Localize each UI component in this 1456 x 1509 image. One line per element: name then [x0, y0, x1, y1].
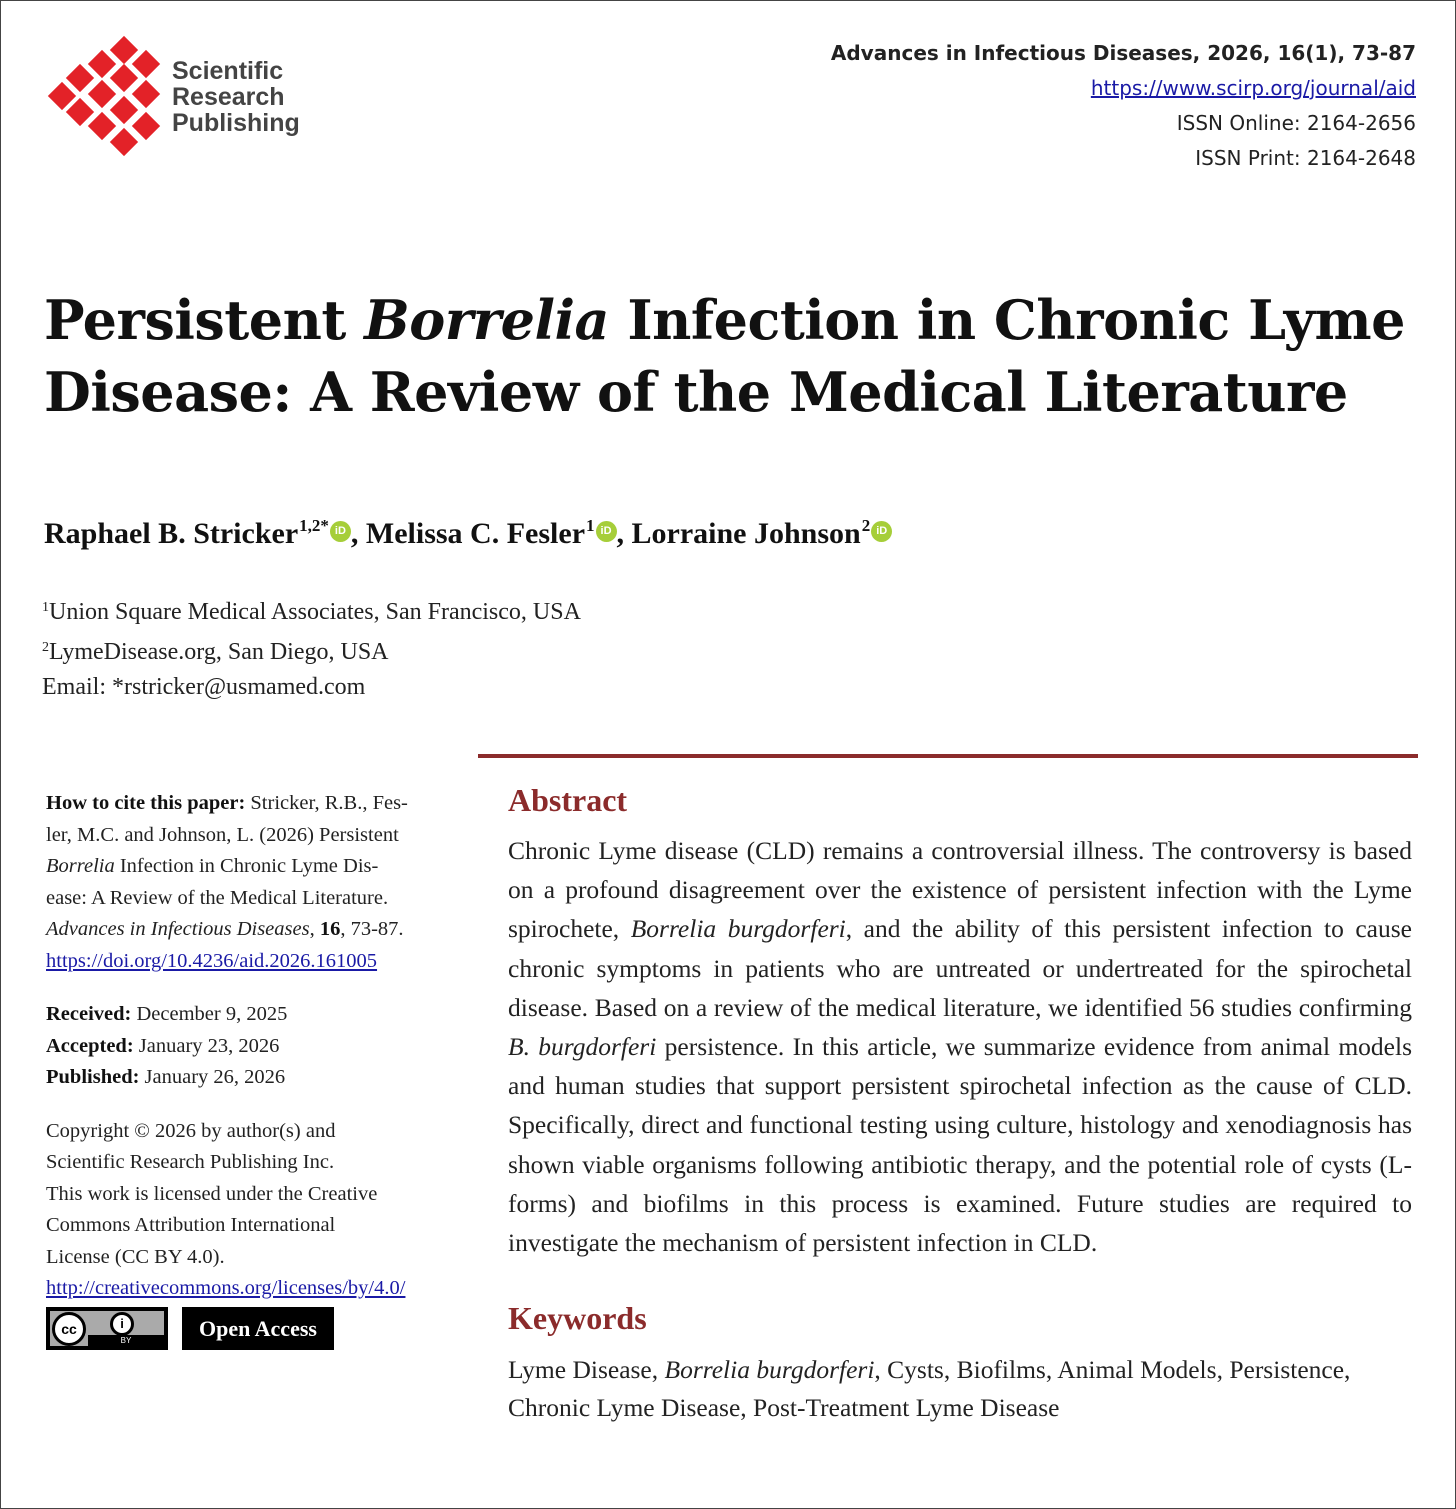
orcid-icon[interactable]: iD — [330, 521, 351, 542]
abstract-heading: Abstract — [508, 782, 628, 818]
issn-print: ISSN Print: 2164-2648 — [1195, 146, 1416, 170]
how-to-cite: How to cite this paper: Stricker, R.B., Fes- ler, M.C. and Johnson, L. (2026) Persistent Borrelia Infection in Chronic Lyme Dis- ease: A Review of the Medical Literature. Advances in Infectious Diseases, 16, 73-87. https://doi.org/10.4236/aid.2026.161005 — [46, 792, 408, 972]
keywords-text: Lyme Disease, Borrelia burgdorferi, Cysts, Biofilms, Animal Models, Persistence, Chronic Lyme Disease, Post-Treatment Lyme Disease — [508, 1355, 1351, 1423]
open-access-badge: Open Access — [182, 1307, 334, 1350]
author-name: Raphael B. Stricker — [44, 517, 299, 550]
author-list: Raphael B. Stricker$^{1,2*}$ iD , Melissa C. Fesler$^1$ iD , Lorraine Johnson$^2$ iD — [44, 516, 892, 551]
author-name: Lorraine Johnson — [631, 517, 861, 550]
journal-header — [831, 36, 1416, 176]
issn-online: ISSN Online: 2164-2656 — [1176, 111, 1416, 135]
paper-title: Persistent Borrelia Infection in Chronic Lyme Disease: A Review of the Medical Literature — [44, 288, 1406, 424]
publisher-logo-icon — [48, 34, 158, 156]
main-column — [508, 782, 1412, 1427]
journal-url-link[interactable]: https://www.scirp.org/journal/aid — [1090, 76, 1416, 100]
abstract-text: Chronic Lyme disease (CLD) remains a controversial illness. The controversy is based on a profound disagreement over the existence of persistent infection with the Lyme spirochete, Borrelia burgdorferi, and the ability of this persistent infection to cause chronic symptoms in patients who are untreated or undertreated for the spirochetal disease. Based on a review of the medical literature, we identified 56 studies confirming B. burgdorferi persistence. In this article, we summarize evidence from animal models and human studies that support persistent spirochetal infection as the cause of CLD. Specifically, direct and functional testing using culture, histology and xenodiagnosis has shown viable organisms following antibiotic therapy, and the potential role of cysts (L-forms) and biofilms in this process is examined. Future studies are required to investigate the mechanism of persistent infection in CLD. — [508, 836, 1413, 1258]
keywords-heading: Keywords — [508, 1300, 647, 1337]
copyright-notice: Copyright © 2026 by author(s) and Scientific Research Publishing Inc. This work is licensed under the Creative Commons Attribution International License (CC BY 4.0). http://creativecommons.org/licenses/by/4.0/ — [46, 1119, 406, 1299]
journal-citation: Advances in Infectious Diseases, 2026, 16(1), 73-87 — [830, 41, 1416, 65]
section-divider — [478, 754, 1418, 758]
doi-link[interactable]: https://doi.org/10.4236/aid.2026.161005 — [46, 949, 378, 972]
affiliations — [42, 590, 581, 705]
publisher-name: Scientific Research Publishing — [172, 57, 300, 137]
author-name: Melissa C. Fesler — [365, 517, 586, 550]
orcid-icon[interactable]: iD — [596, 521, 617, 542]
contact-email: Email: *rstricker@usmamed.com — [42, 674, 366, 700]
affiliation: $^1$Union Square Medical Associates, San Francisco, USA — [42, 599, 581, 625]
license-link[interactable]: http://creativecommons.org/licenses/by/4.0/ — [46, 1277, 406, 1299]
affiliation: $^2$LymeDisease.org, San Diego, USA — [42, 639, 389, 665]
sidebar — [46, 788, 466, 1350]
cc-by-license-icon[interactable]: cc i BY — [46, 1307, 168, 1350]
publication-dates: Received: December 9, 2025 Accepted: January 23, 2026 Published: January 26, 2026 — [46, 1003, 288, 1088]
orcid-icon[interactable]: iD — [871, 521, 892, 542]
